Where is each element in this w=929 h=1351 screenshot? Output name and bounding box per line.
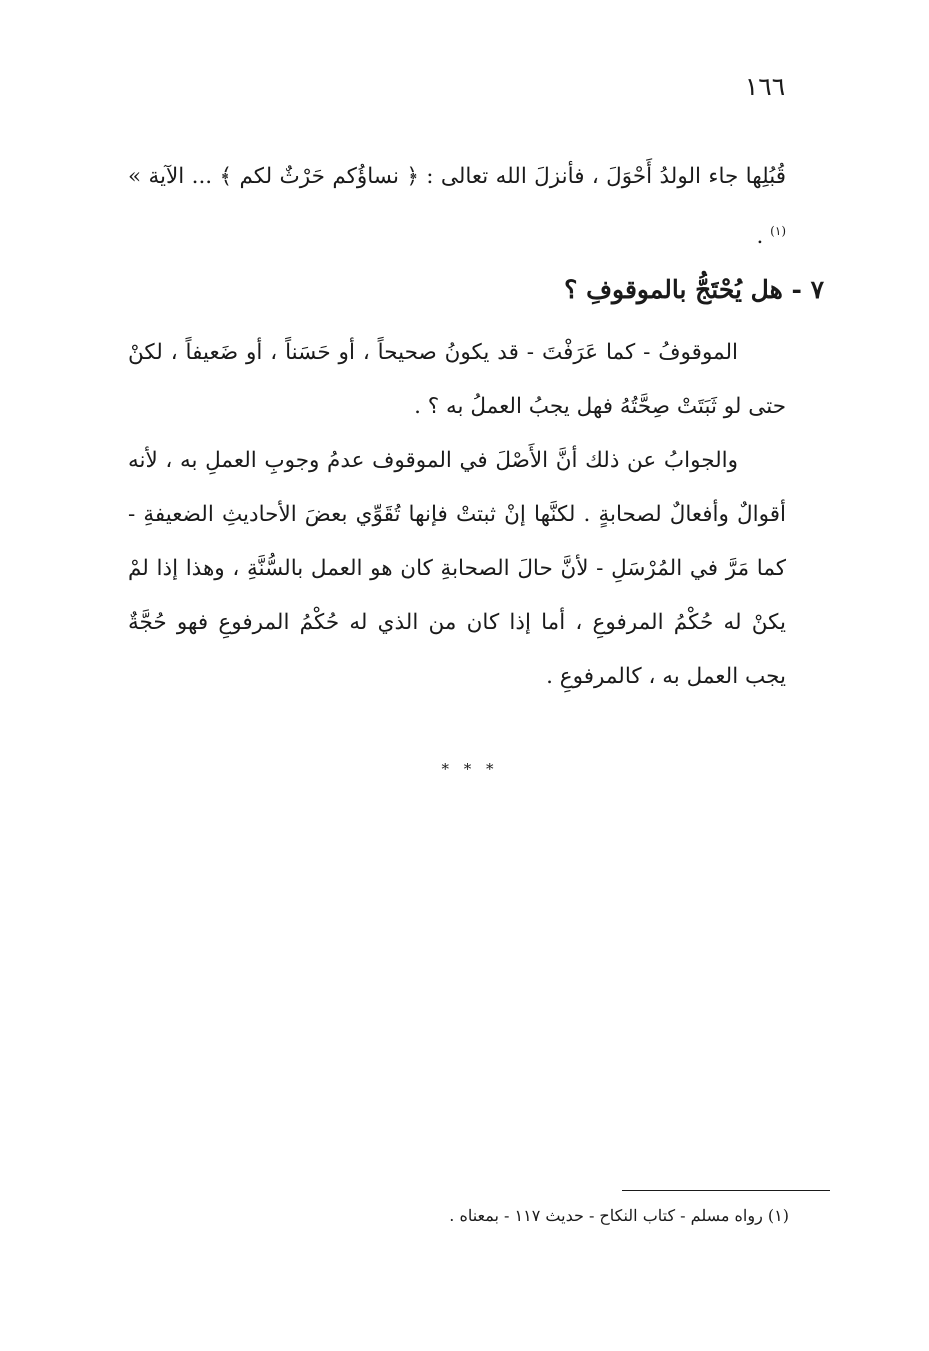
footnote-divider: [622, 1190, 830, 1191]
footnote-reference: (١): [770, 224, 786, 238]
top-paragraph-text: [128, 150, 786, 264]
top-paragraph-end: .: [756, 224, 771, 250]
top-paragraph-body: قُبُلِها جاء الولدُ أَحْوَلَ ، فأنزلَ الله تعالى : ﴿ نساؤُكم حَرْثٌ لكم ﴾ ... الآية »: [128, 164, 786, 189]
page-number: ١٦٦: [744, 72, 786, 101]
section-heading: ٧ - هل يُحْتَجُّ بالموقوفِ ؟: [564, 275, 824, 304]
section-paragraph-2: والجوابُ عن ذلك أنَّ الأَصْلَ في الموقوف عدمُ وجوبِ العملِ به ، لأنه أقوالٌ وأفعالٌ لصحابةٍ . لكنَّها إنْ ثبتتْ فإنها تُقَوِّي بعضَ الأحاديثِ الضعيفةِ - كما مَرَّ في المُرْسَلِ - لأنَّ حالَ الصحابةِ كان هو العمل بالسُّنَّةِ ، وهذا إذا لمْ يكنْ له حُكْمُ المرفوعِ ، أما إذا كان من الذي له حُكْمُ المرفوعِ فهو حُجَّةٌ يجب العمل به ، كالمرفوعِ .: [128, 448, 786, 689]
section-separator: * * *: [441, 760, 499, 778]
section-body: [128, 326, 786, 704]
top-paragraph: [128, 150, 786, 264]
section-paragraph-1: الموقوفُ - كما عَرَفْتَ - قد يكونُ صحيحاً ، أو حَسَناً ، أو ضَعيفاً ، لكنْ حتى لو ثَبَتَتْ صِحَّتُهُ فهل يجبُ العملُ به ؟ .: [128, 340, 786, 419]
footnote: (١) رواه مسلم - كتاب النكاح - حديث ١١٧ - بمعناه .: [449, 1206, 789, 1225]
